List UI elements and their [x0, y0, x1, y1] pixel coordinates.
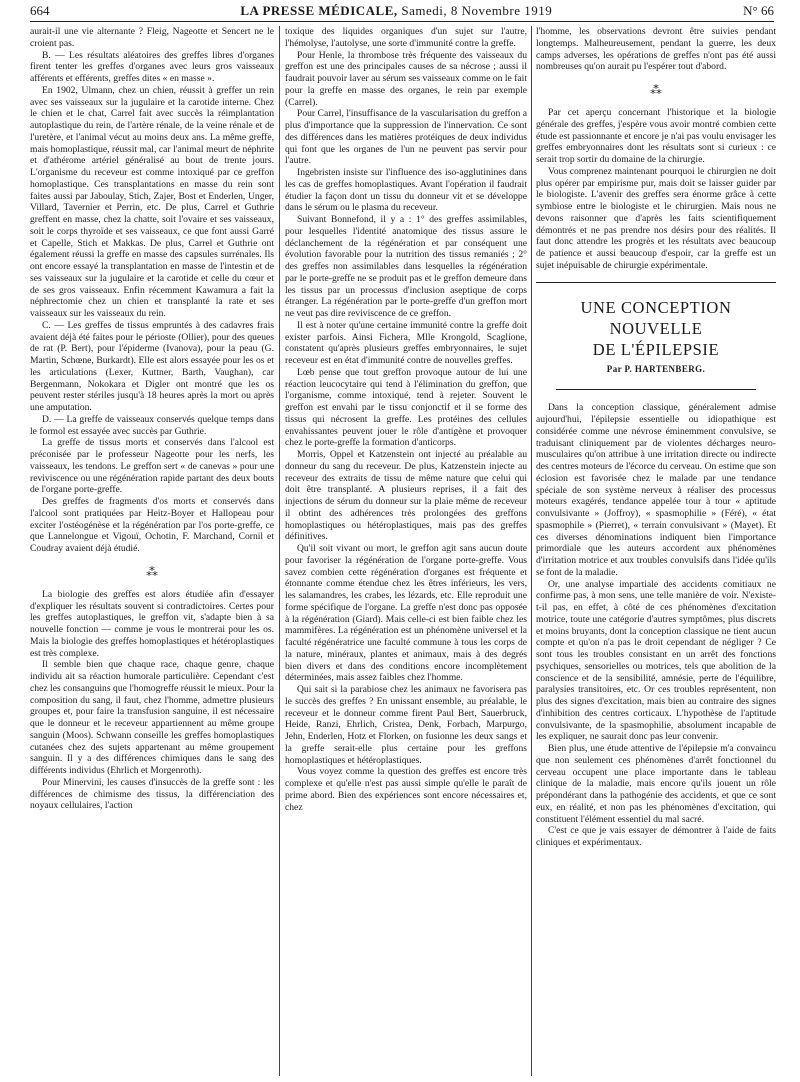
article-title-line: UNE CONCEPTION NOUVELLE	[580, 297, 732, 338]
paragraph: Suivant Bonnefond, il y a : 1° des greffes assimilables, pour lesquelles l'identité anatomique des tissus assure le déclanchement de la régénération et par conséquent une évolution favorable pour la nutrition des tissus remaniés ; 2° des greffes non assimilables dans lesquelles la régénération par le porte-greffe ne se produit pas et le greffon demeure dans les tissus par un processus d'inclusion aseptique de corps étranger. La régénération par le porte-greffe d'un greffon mort ne veut pas dire reviviscence de ce greffon.	[285, 214, 527, 319]
paragraph: Lœb pense que tout greffon provoque autour de lui une réaction leucocytaire qui tend à l'élimination du greffon, que l'organisme, comme intoxiqué, tend à rejeter. Souvent le greffon est envahi par le tissu conjonctif et il se forme des tissus qui nécrosent la greffe. Les protéines des cellules envahissantes peuvent jouer le rôle d'antigène et provoquer chez le porte-greffe la formation d'anticorps.	[285, 366, 527, 449]
paragraph: toxique des liquides organiques d'un sujet sur l'autre, l'hémolyse, l'autolyse, une sorte d'immunité contre la greffe.	[285, 26, 527, 49]
asterism-divider: ⁂	[146, 564, 158, 579]
column-left	[30, 26, 274, 1078]
article-title-line: DE L'ÉPILEPSIE	[592, 339, 720, 359]
paragraph: Qu'il soit vivant ou mort, le greffon agit sans aucun doute pour favoriser la régénération de l'organe porte-greffe. Vous savez combien cette régénération d'organes est fréquente et étonnante comme étendue chez les êtres inférieurs, les vers, les salamandres, les crabes, les lézards, etc. Elle reproduit une forme spécifique de l'organe. La greffe n'est donc pas opposée à la régénération (Giard). Mais celle-ci est bien faible chez les mammifères. La régénération est un phénomène universel et la faculté régénératrice une faculté commune à tous les corps de la nature, minéraux, plantes et animaux, mais à des degrés bien divers et dans des conditions encore incomplètement déterminées, mais assez faibles chez l'homme.	[285, 543, 527, 684]
asterism-divider: ⁂	[650, 83, 662, 97]
paragraph: Morris, Oppel et Katzenstein ont injecté au préalable au donneur du sang du receveur. De plus, Katzenstein injecte au receveur des extraits de tissu de même nature que celui qui doit être transplanté. A plusieurs reprises, il a fait des injections de sérum du donneur sur la plaie même de receveur il obtint des adhérences très prolongées des greffons homoplastiques ou hétéroplastiques, mais pas des greffes définitives.	[285, 449, 527, 543]
paragraph: Qui sait si la parabiose chez les animaux ne favorisera pas le succès des greffes ? En unissant ensemble, au préalable, le receveur et le donneur comme firent Paul Bert, Sauerbruck, Heide, Ranzi, Ehrlich, Cristea, Denk, Forbach, Marpurgo, Jehn, Enderlen, Hotz et Florken, on fusionne les deux sangs et la greffe serait-elle plus certaine pour les greffons homoplastiques et hétéroplastiques.	[285, 684, 527, 766]
article-title	[536, 297, 776, 360]
article-separator	[536, 282, 776, 283]
column-divider	[531, 26, 532, 1076]
paragraph: Vous comprenez maintenant pourquoi le chirurgien ne doit plus opérer par empirisme pur, mais doit se laisser guider par le biologiste. L'avenir des greffes sera énorme grâce à cette symbiose entre le biologiste et le chirurgien. Mais nous ne devons raisonner que d'après les faits scientifiquement démontrés et ne pas prendre nos désirs pour des réalités. Il faut donc attendre les progrès et les résultats avec beaucoup de patience et aussi beaucoup d'espoir, car la greffe est un sujet inépuisable de chirurgie expérimentale.	[536, 165, 776, 271]
journal-title	[240, 3, 552, 19]
journal-name: LA PRESSE MÉDICALE,	[240, 3, 398, 18]
paragraph: La greffe de tissus morts et conservés dans l'alcool est préconisée par le professeur Nageotte pour les nerfs, les vaisseaux, les tendons. Le greffon sert « de canevas » pour une reviviscence ou une régénération rapide partant des deux bouts de l'organe porte-greffe.	[30, 437, 274, 496]
paragraph: Des greffes de fragments d'os morts et conservés dans l'alcool sont pratiquées par Heitz-Boyer et Hallopeau pour exciter l'ostéogénèse et la régénération par l'os porte-greffe, ce que Lannelongue et Vigouï, Ochotin, F. Marchand, Cornil et Coudray avaient déjà étudié.	[30, 496, 274, 554]
paragraph: D. — La greffe de vaisseaux conservés quelque temps dans le formol est essayée avec succès par Guthrie.	[30, 413, 274, 437]
issue-date: Samedi, 8 Novembre 1919	[401, 3, 553, 18]
paragraph: Pour Henle, la thrombose très fréquente des vaisseaux du greffon est une des principales causes de sa nécrose ; aussi il faudrait pouvoir laver au sérum ses vaisseaux comme on le fait pour la greffe en masse des organes, le rein par exemple (Carrel).	[285, 49, 527, 108]
page-header	[30, 2, 774, 20]
paragraph: B. — Les résultats aléatoires des greffes libres d'organes firent tenter les greffes d'organes avec leurs gros vaisseaux afférents et efférents, greffes dites « en masse ».	[30, 49, 274, 84]
page-number: 664	[30, 3, 50, 18]
paragraph: Vous voyez comme la question des greffes est encore très complexe et qu'elle n'est pas aussi simple qu'elle le paraît de prime abord. Bien des expériences sont encore nécessaires et, chez	[285, 766, 527, 813]
paragraph: aurait-il une vie alternante ? Fleig, Nageotte et Sencert ne le croient pas.	[30, 26, 274, 49]
issue-number: N° 66	[743, 3, 774, 18]
paragraph: l'homme, les observations devront être suivies pendant longtemps. Malheureusement, pendant la guerre, les deux camps adverses, les opérations de greffes n'ont pas été aussi nombreuses qu'on aurait pu l'espérer tout d'abord.	[536, 26, 776, 73]
paragraph: Il semble bien que chaque race, chaque genre, chaque individu ait sa réaction humorale particulière. Cependant c'est chez les consanguins que l'homogreffe réussit le mieux. Pour la composition du sang, il faut, chez l'homme, admettre plusieurs groupes et, pour faire la transfusion sanguine, il est nécessaire que le donneur et le receveur appartiennent au même groupe sanguin (Moos). Schwann conseille les greffes homoplastiques cutanées chez des sujets appartenant au même groupement sanguin. Il y a des différences chimiques dans le sang des différents individus (Ehrlich et Morgenroth).	[30, 659, 274, 776]
paragraph: Or, une analyse impartiale des accidents comitiaux ne confirme pas, à mon sens, une telle manière de voir. N'existe-t-il pas, en effet, à côté de ces phénomènes d'excitation motrice, toute une catégorie d'autres symptômes, plus discrets et moins bruyants, dont la conception classique ne tient aucun compte et qu'on n'a pas le droit cependant de négliger ? Ce sont tous les troubles consistant en un arrêt des fonctions psychiques, sensorielles ou motrices, tels que abolition de la conscience et de la sensibilité, amnésie, perte de l'équilibre, paralysies transitoires, etc. Or ces troubles représentent, non plus des signes d'excitation, mais bien au contraire des signes d'inhibition des centres corticaux. L'hypothèse de l'aptitude convulsivante, de la spasmophilie, absolument incapable de les expliquer, ne saurait donc pas leur convenir.	[536, 578, 776, 743]
column-right	[536, 26, 776, 1078]
paragraph: C'est ce que je vais essayer de démontrer à l'aide de faits cliniques et expérimentaux.	[536, 825, 776, 848]
paragraph: Il est à noter qu'une certaine immunité contre la greffe doit exister parfois. Ainsi Fichera, Mlle Krongold, Scaglione, constatent qu'après plusieurs greffes embryonnaires, le sujet receveur est en état d'immunité contre de nouvelles greffes.	[285, 319, 527, 366]
paragraph: Dans la conception classique, généralement admise aujourd'hui, l'épilepsie essentielle ou idiopathique est considérée comme une névrose éminemment convulsive, se traduisant cliniquement par de violentes décharges neuro-musculaires qu'on attribue à une irritation directe ou indirecte des centres moteurs de l'écorce du cerveau. On estime que son éclosion est favorisée chez le malade par une tendance spéciale de son système nerveux à réaliser des processus moteurs exagérés, tendance appelée tour à tour « aptitude convulsivante » (Joffroy), « spasmophilie » (Féré), « état spasmophile » (Pierret), « terrain convulsivant » (Mayet). Et ces diverses dénominations indiquent bien l'importance primordiale que les auteurs accordent aux phénomènes d'irritation motrice et aux troubles convulsifs dans l'idée qu'ils se font de la maladie.	[536, 402, 776, 578]
article-author: Par P. HARTENBERG.	[606, 363, 706, 374]
paragraph: Bien plus, une étude attentive de l'épilepsie m'a convaincu que non seulement ces phénomènes d'arrêt fonctionnel du cerveau occupent une place importante dans le tableau clinique de la maladie, mais encore qu'ils jouent un rôle prépondérant dans la pathogénie des accidents, et que ce sont eux, en réalité, et non pas les phénomènes d'excitation, qui constituent l'élément essentiel du mal sacré.	[536, 743, 776, 825]
header-rule	[30, 21, 774, 22]
paragraph: La biologie des greffes est alors étudiée afin d'essayer d'expliquer les résultats souvent si contradictoires. Certes pour les greffes autoplastiques, le greffon vit, s'adapte bien à sa nouvelle fonction — comme je vous le montrerai pour les os. Mais la biologie des greffes homoplastiques et hétéroplastiques est très complexe.	[30, 588, 274, 659]
paragraph: C. — Les greffes de tissus empruntés à des cadavres frais avaient déjà été faites pour le périoste (Ollier), pour des queues de rat (P. Bert), pour l'épiderme (Ivanova), pour la peau (G. Martin, Schœne, Burkardt). Elle est alors essayée pour les os et les articulations (Lexer, Kuttner, Barth, Vaughan), car Bergenmann, Nokokara et Digler ont montré que les os peuvent rester stériles jusqu'à 18 heures après la mort ou après une amputation.	[30, 319, 274, 413]
paragraph: Pour Carrel, l'insuffisance de la vascularisation du greffon a plus d'importance que la suppression de l'innervation. Ce sont des différences dans les matières protéiques de deux individus qui font que les organes de l'un ne peuvent pas servir pour l'autre.	[285, 108, 527, 167]
column-divider	[279, 26, 280, 1076]
paragraph: Par cet aperçu concernant l'historique et la biologie générale des greffes, j'espère vous avoir montré combien cette étude est passionnante et encore je n'ai pas voulu envisager les greffes embryonnaires dont les résultats sont si curieux : ce serait trop sortir du domaine de la chirurgie.	[536, 107, 776, 165]
paragraph: Pour Minervini, les causes d'insuccès de la greffe sont : les différences de chimisme des tissus, la différenciation des noyaux cellulaires, l'action	[30, 776, 274, 812]
paragraph: En 1902, Ulmann, chez un chien, réussit à greffer un rein avec ses vaisseaux sur la jugulaire et la carotide interne. Chez le chien et le chat, Carrel fait avec succès la réimplantation autoplastique du rein, de l'artère rénale, de la veine rénale et de l'uretère, et l'animal vécut au moins deux ans. La même greffe, mais homoplastique, réussit mal, car l'animal meurt de néphrite et d'athérome artériel généralisé au bout de trente jours. L'organisme du receveur est comme intoxiqué par ce greffon homoplastique. Ces transplantations en masse du rein sont faites aussi par Jaboulay, Stich, Zajer, Bost et Enderlen, Unger, Villard, Tavernier et Perrin, etc. De plus, Carrel et Guthrie greffent en masse, chez la chatte, soit l'ovaire et ses vaisseaux, soit le corps thyroïde et ses vaisseaux, ce que font aussi Garré et Capelle, Stich et Makkas. De plus, Carrel et Guthrie ont également réussi la greffe en masse des capsules surrénales. Ils ont encore essayé la transplantation en masse de l'intestin et de ses vaisseaux sur la jugulaire et la carotide et celle du cœur et de ses gros vaisseaux. Enfin récemment Kawamura a fait la néphrectomie chez un chien et transplanté la rate et ses vaisseaux sur les vaisseaux du rein.	[30, 84, 274, 319]
column-middle	[285, 26, 527, 1078]
paragraph: Ingebristen insiste sur l'influence des iso-agglutinines dans les cas de greffes homoplastiques. Avant l'opération il faudrait étudier la façon dont un tissu du donneur vit et se développe dans le sérum ou le plasma du receveur.	[285, 167, 527, 214]
